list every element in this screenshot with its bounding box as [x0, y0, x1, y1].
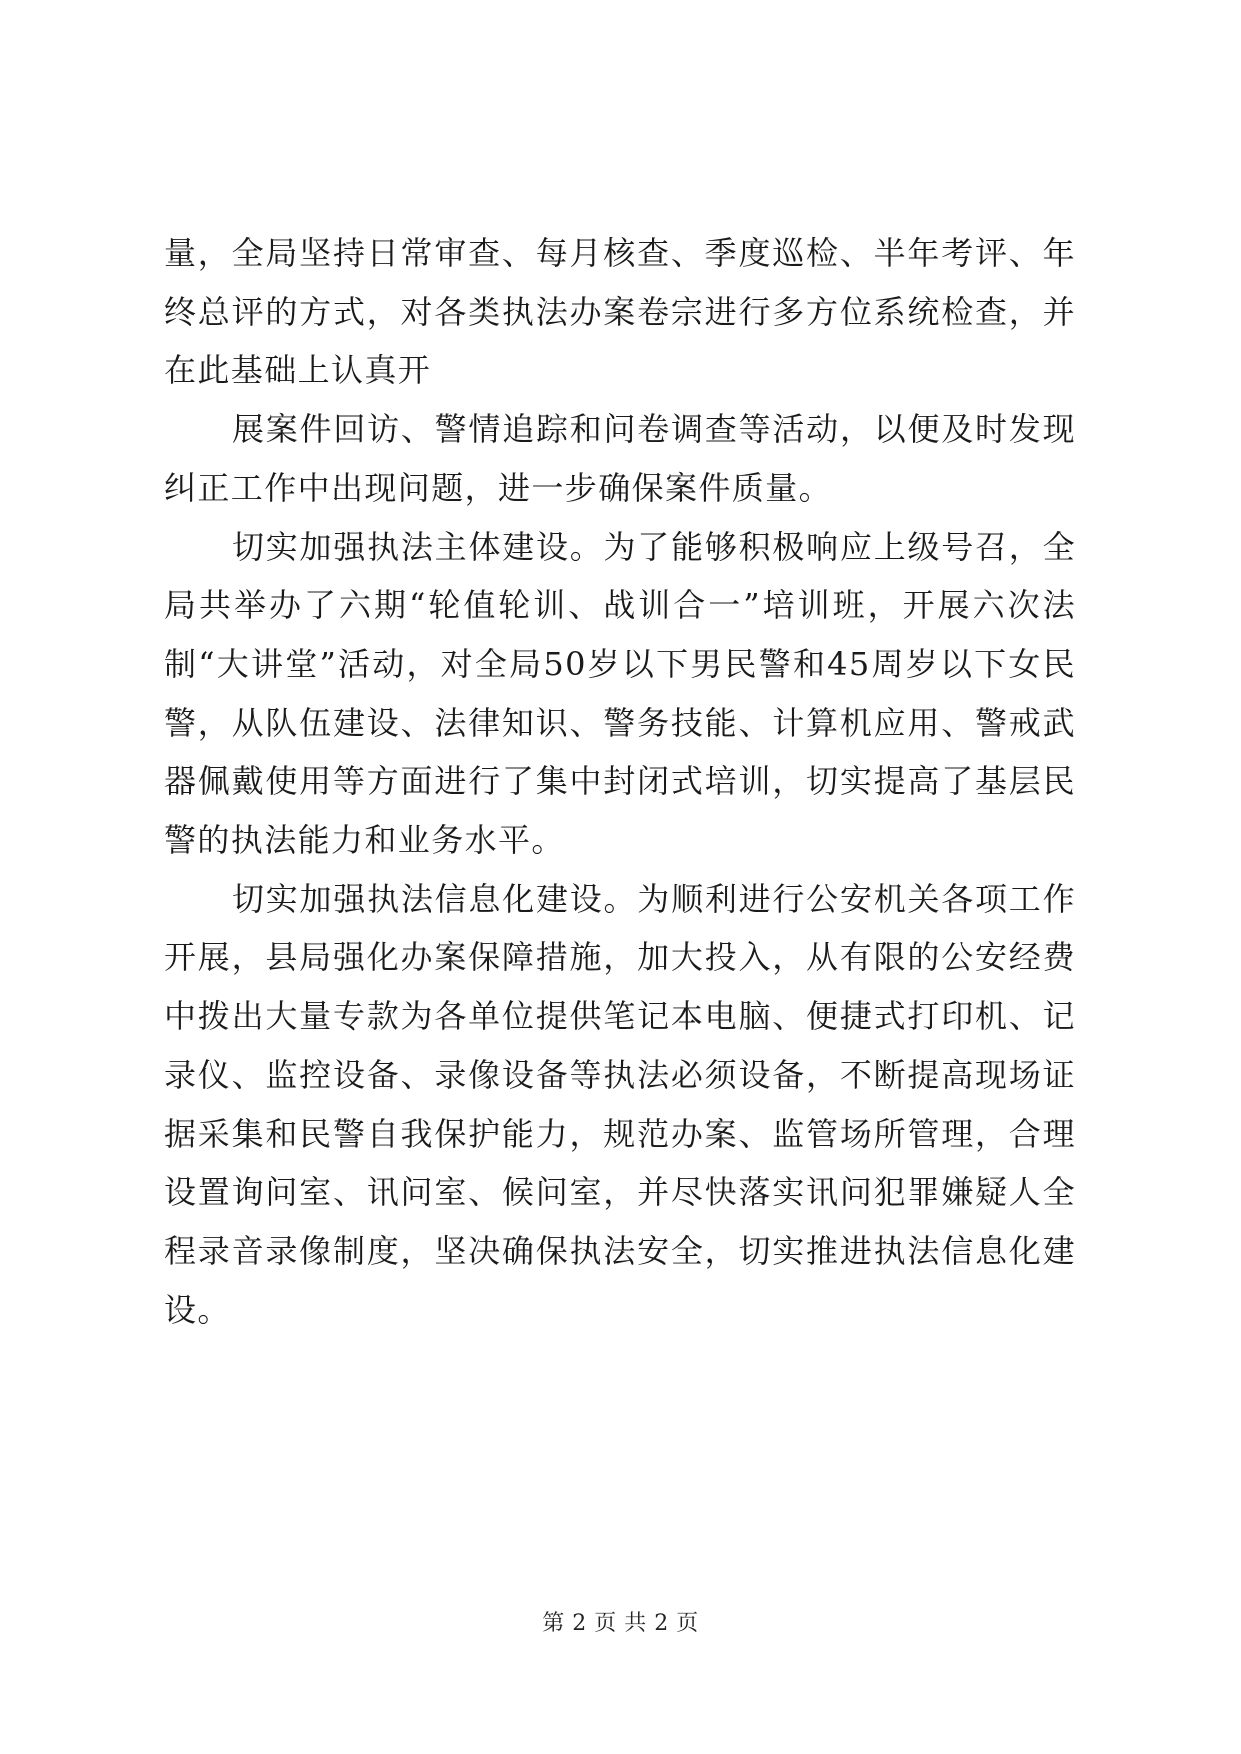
- document-body: [164, 224, 1076, 1339]
- paragraph-case-followup: 展案件回访、警情追踪和问卷调查等活动，以便及时发现纠正工作中出现问题，进一步确保案件质量。: [164, 410, 1076, 507]
- paragraph-informatization: 切实加强执法信息化建设。为顺利进行公安机关各项工作开展，县局强化办案保障措施，加大投入，从有限的公安经费中拨出大量专款为各单位提供笔记本电脑、便捷式打印机、记录仪、监控设备、录像设备等执法必须设备，不断提高现场证据采集和民警自我保护能力，规范办案、监管场所管理，合理设置询问室、讯问室、候问室，并尽快落实讯问犯罪嫌疑人全程录音录像制度，坚决确保执法安全，切实推进执法信息化建设。: [164, 879, 1076, 1329]
- paragraph-law-enforcement-training: 切实加强执法主体建设。为了能够积极响应上级号召，全局共举办了六期“轮值轮训、战训合一”培训班，开展六次法制“大讲堂”活动，对全局50岁以下男民警和45周岁以下女民警，从队伍建设、法律知识、警务技能、计算机应用、警戒武器佩戴使用等方面进行了集中封闭式培训，切实提高了基层民警的执法能力和业务水平。: [164, 527, 1076, 860]
- page-number-footer: 第 2 页 共 2 页: [542, 1611, 699, 1636]
- paragraph-continuation: 量，全局坚持日常审查、每月核查、季度巡检、半年考评、年终总评的方式，对各类执法办案卷宗进行多方位系统检查，并在此基础上认真开: [164, 234, 1076, 390]
